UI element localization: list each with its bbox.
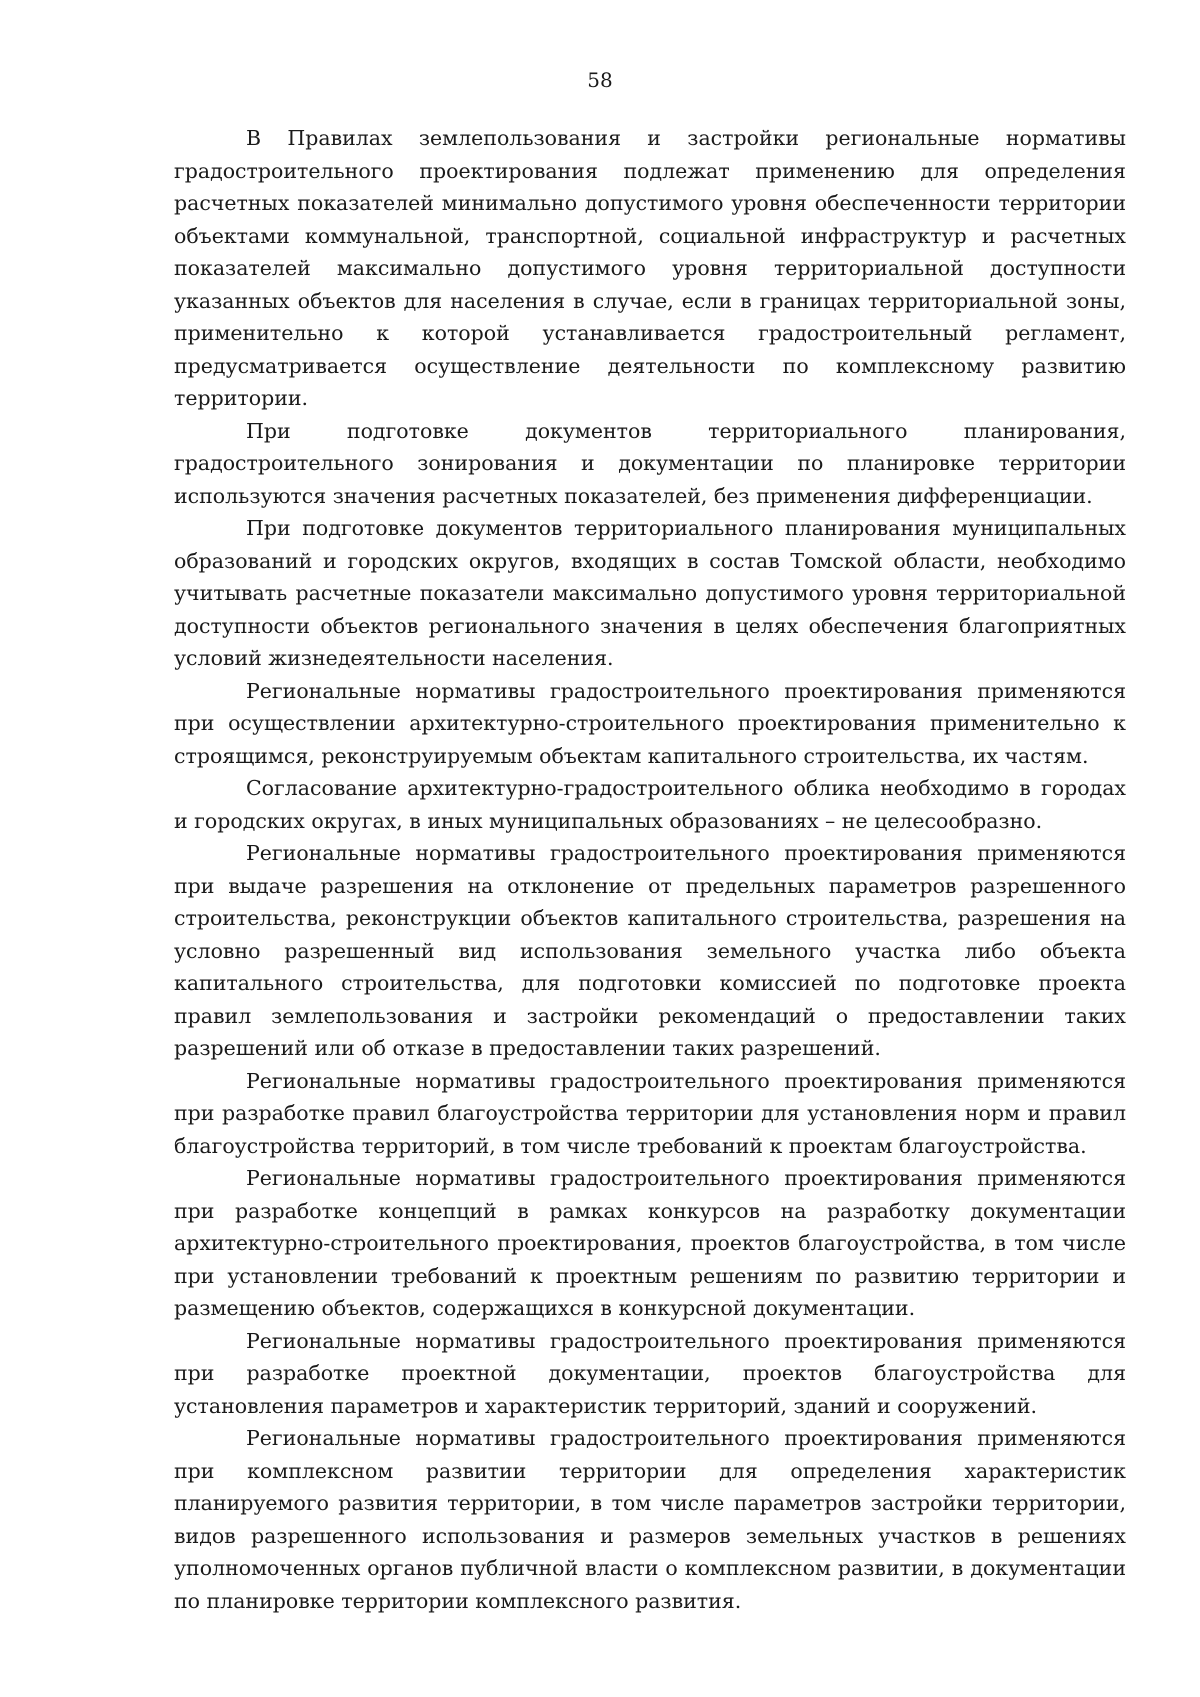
paragraph: Региональные нормативы градостроительного проектирования применяются при осуществлении архитектурно-строительного проектирования применительно к строящимся, реконструируемым объектам капитального строительства, их частям. [174, 678, 1126, 768]
paragraph: При подготовке документов территориального планирования муниципальных образований и городских округов, входящих в состав Томской области, необходимо учитывать расчетные показатели максимально допустимого уровня территориальной доступности объектов регионального значения в целях обеспечения благоприятных условий жизнедеятельности населения. [174, 516, 1126, 670]
paragraph: При подготовке документов территориального планирования, градостроительного зонирования и документации по планировке территории используются значения расчетных показателей, без применения дифференциации. [174, 418, 1126, 508]
paragraph: Региональные нормативы градостроительного проектирования применяются при разработке проектной документации, проектов благоустройства для установления параметров и характеристик территорий, зданий и сооружений. [174, 1328, 1126, 1418]
page-number: 58 [587, 68, 613, 92]
paragraph: Региональные нормативы градостроительного проектирования применяются при разработке правил благоустройства территории для установления норм и правил благоустройства территорий, в том числе требований к проектам благоустройства. [174, 1068, 1126, 1158]
paragraph: В Правилах землепользования и застройки региональные нормативы градостроительного проектирования подлежат применению для определения расчетных показателей минимально допустимого уровня обеспеченности территории объектами коммунальной, транспортной, социальной инфраструктур и расчетных показателей максимально допустимого уровня территориальной доступности указанных объектов для населения в случае, если в границах территориальной зоны, применительно к которой устанавливается градостроительный регламент, предусматривается осуществление деятельности по комплексному развитию территории. [174, 126, 1126, 410]
paragraph: Согласование архитектурно-градостроительного облика необходимо в городах и городских округах, в иных муниципальных образованиях – не целесообразно. [174, 776, 1126, 833]
paragraph: Региональные нормативы градостроительного проектирования применяются при выдаче разрешения на отклонение от предельных параметров разрешенного строительства, реконструкции объектов капитального строительства, разрешения на условно разрешенный вид использования земельного участка либо объекта капитального строительства, для подготовки комиссией по подготовке проекта правил землепользования и застройки рекомендаций о предоставлении таких разрешений или об отказе в предоставлении таких разрешений. [174, 841, 1126, 1060]
paragraph: Региональные нормативы градостроительного проектирования применяются при разработке концепций в рамках конкурсов на разработку документации архитектурно-строительного проектирования, проектов благоустройства, в том числе при установлении требований к проектным решениям по развитию территории и размещению объектов, содержащихся в конкурсной документации. [174, 1166, 1126, 1320]
document-body [174, 122, 1126, 1617]
paragraph: Региональные нормативы градостроительного проектирования применяются при комплексном развитии территории для определения характеристик планируемого развития территории, в том числе параметров застройки территории, видов разрешенного использования и размеров земельных участков в решениях уполномоченных органов публичной власти о комплексном развитии, в документации по планировке территории комплексного развития. [174, 1426, 1126, 1613]
